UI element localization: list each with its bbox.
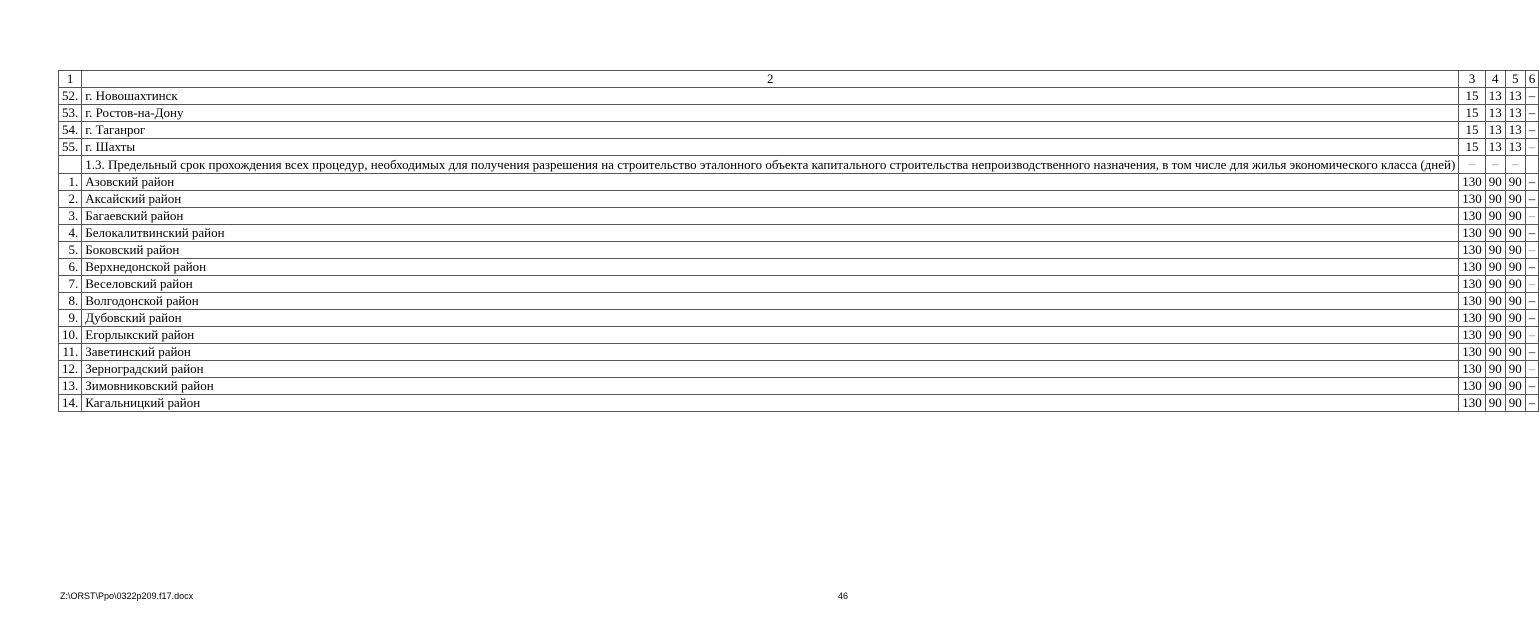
data-table (58, 70, 1539, 412)
value-col-5: 90 (1505, 327, 1525, 344)
row-number: 2. (59, 191, 82, 208)
row-name: Кагальницкий район (82, 395, 1459, 412)
table-row (59, 105, 1539, 122)
section-title: 1.3. Предельный срок прохождения всех процедур, необходимых для получения разрешения на строительство эталонного объекта капитального строительства непроизводственного назначения, в том числе для жилья экономического класса (дней) (82, 156, 1459, 174)
header-cell-1: 1 (59, 71, 82, 88)
value-col-5: 90 (1505, 174, 1525, 191)
value-col-3: 130 (1459, 395, 1486, 412)
value-col-4: 90 (1485, 361, 1505, 378)
value-col-3: 130 (1459, 327, 1486, 344)
value-col-6: – (1525, 259, 1539, 276)
value-col-4: 13 (1485, 122, 1505, 139)
value-col-3: 130 (1459, 225, 1486, 242)
table-body (59, 71, 1539, 412)
row-name: Верхнедонской район (82, 259, 1459, 276)
value-col-5: 13 (1505, 88, 1525, 105)
value-col-6: – (1525, 122, 1539, 139)
value-col-3: 130 (1459, 361, 1486, 378)
table-row (59, 208, 1539, 225)
value-col-4: 13 (1485, 105, 1505, 122)
header-cell-5: 5 (1505, 71, 1525, 88)
value-col-4: 90 (1485, 259, 1505, 276)
value-col-6: – (1525, 378, 1539, 395)
table-row (59, 310, 1539, 327)
row-number: 54. (59, 122, 82, 139)
value-col-3: 130 (1459, 310, 1486, 327)
table-row (59, 88, 1539, 105)
value-col-6: – (1525, 191, 1539, 208)
table-row (59, 276, 1539, 293)
value-col-3: 130 (1459, 344, 1486, 361)
row-name: г. Новошахтинск (82, 88, 1459, 105)
value-col-4: 13 (1485, 139, 1505, 156)
table-row (59, 378, 1539, 395)
table-row (59, 122, 1539, 139)
value-col-6: – (1525, 327, 1539, 344)
section-row (59, 156, 1539, 174)
table-row (59, 327, 1539, 344)
row-number: 13. (59, 378, 82, 395)
section-col-6 (1525, 156, 1539, 174)
value-col-4: 13 (1485, 88, 1505, 105)
value-col-3: 130 (1459, 174, 1486, 191)
row-name: Дубовский район (82, 310, 1459, 327)
table-row (59, 259, 1539, 276)
value-col-5: 13 (1505, 139, 1525, 156)
value-col-5: 13 (1505, 105, 1525, 122)
table-row (59, 344, 1539, 361)
row-number: 5. (59, 242, 82, 259)
table-row (59, 225, 1539, 242)
table-row (59, 191, 1539, 208)
value-col-5: 90 (1505, 378, 1525, 395)
value-col-6: – (1525, 139, 1539, 156)
value-col-5: 90 (1505, 208, 1525, 225)
value-col-4: 90 (1485, 174, 1505, 191)
row-number: 9. (59, 310, 82, 327)
row-name: Азовский район (82, 174, 1459, 191)
value-col-6: – (1525, 276, 1539, 293)
row-name: Егорлыкский район (82, 327, 1459, 344)
row-name: г. Таганрог (82, 122, 1459, 139)
value-col-4: 90 (1485, 191, 1505, 208)
value-col-5: 90 (1505, 276, 1525, 293)
value-col-3: 130 (1459, 242, 1486, 259)
value-col-6: – (1525, 105, 1539, 122)
value-col-6: – (1525, 88, 1539, 105)
table-row (59, 361, 1539, 378)
value-col-5: 90 (1505, 395, 1525, 412)
value-col-6: – (1525, 174, 1539, 191)
row-number: 53. (59, 105, 82, 122)
value-col-6: – (1525, 344, 1539, 361)
value-col-6: – (1525, 208, 1539, 225)
value-col-4: 90 (1485, 293, 1505, 310)
value-col-4: 90 (1485, 327, 1505, 344)
table-row (59, 293, 1539, 310)
value-col-6: – (1525, 361, 1539, 378)
value-col-4: 90 (1485, 344, 1505, 361)
value-col-3: 15 (1459, 139, 1486, 156)
value-col-5: 90 (1505, 259, 1525, 276)
value-col-5: 90 (1505, 293, 1525, 310)
value-col-3: 130 (1459, 276, 1486, 293)
value-col-3: 15 (1459, 88, 1486, 105)
row-name: Багаевский район (82, 208, 1459, 225)
row-name: Заветинский район (82, 344, 1459, 361)
value-col-3: 130 (1459, 208, 1486, 225)
value-col-4: 90 (1485, 395, 1505, 412)
row-name: Аксайский район (82, 191, 1459, 208)
page-number: 46 (838, 591, 849, 601)
value-col-5: 90 (1505, 242, 1525, 259)
row-number: 8. (59, 293, 82, 310)
row-number: 3. (59, 208, 82, 225)
value-col-6: – (1525, 310, 1539, 327)
value-col-3: 130 (1459, 293, 1486, 310)
header-cell-2: 2 (82, 71, 1459, 88)
value-col-5: 90 (1505, 310, 1525, 327)
table-row (59, 242, 1539, 259)
row-number: 10. (59, 327, 82, 344)
table-row (59, 395, 1539, 412)
row-name: Волгодонской район (82, 293, 1459, 310)
value-col-3: 130 (1459, 259, 1486, 276)
value-col-4: 90 (1485, 225, 1505, 242)
row-number: 4. (59, 225, 82, 242)
row-number: 6. (59, 259, 82, 276)
row-name: Белокалитвинский район (82, 225, 1459, 242)
row-number: 14. (59, 395, 82, 412)
row-name: г. Ростов-на-Дону (82, 105, 1459, 122)
value-col-4: 90 (1485, 242, 1505, 259)
table-row (59, 139, 1539, 156)
value-col-4: 90 (1485, 310, 1505, 327)
header-cell-3: 3 (1459, 71, 1486, 88)
value-col-6: – (1525, 395, 1539, 412)
row-number: 12. (59, 361, 82, 378)
row-number: 55. (59, 139, 82, 156)
value-col-5: 90 (1505, 191, 1525, 208)
row-name: Боковский район (82, 242, 1459, 259)
value-col-4: 90 (1485, 378, 1505, 395)
header-cell-4: 4 (1485, 71, 1505, 88)
value-col-5: 90 (1505, 344, 1525, 361)
section-col-3: – (1459, 156, 1486, 174)
value-col-6: – (1525, 225, 1539, 242)
row-name: г. Шахты (82, 139, 1459, 156)
value-col-3: 130 (1459, 191, 1486, 208)
header-row (59, 71, 1539, 88)
value-col-6: – (1525, 293, 1539, 310)
row-number: 7. (59, 276, 82, 293)
value-col-3: 15 (1459, 105, 1486, 122)
value-col-5: 90 (1505, 361, 1525, 378)
value-col-3: 130 (1459, 378, 1486, 395)
row-number: 11. (59, 344, 82, 361)
header-cell-6: 6 (1525, 71, 1539, 88)
value-col-6: – (1525, 242, 1539, 259)
row-number: 1. (59, 174, 82, 191)
value-col-4: 90 (1485, 208, 1505, 225)
section-number-cell (59, 156, 82, 174)
value-col-4: 90 (1485, 276, 1505, 293)
value-col-5: 90 (1505, 225, 1525, 242)
row-name: Зерноградский район (82, 361, 1459, 378)
section-col-4: – (1485, 156, 1505, 174)
row-number: 52. (59, 88, 82, 105)
row-name: Зимовниковский район (82, 378, 1459, 395)
value-col-5: 13 (1505, 122, 1525, 139)
file-path: Z:\ORST\Ppo\0322p209.f17.docx (60, 591, 194, 601)
table-row (59, 174, 1539, 191)
value-col-3: 15 (1459, 122, 1486, 139)
section-col-5: – (1505, 156, 1525, 174)
row-name: Веселовский район (82, 276, 1459, 293)
